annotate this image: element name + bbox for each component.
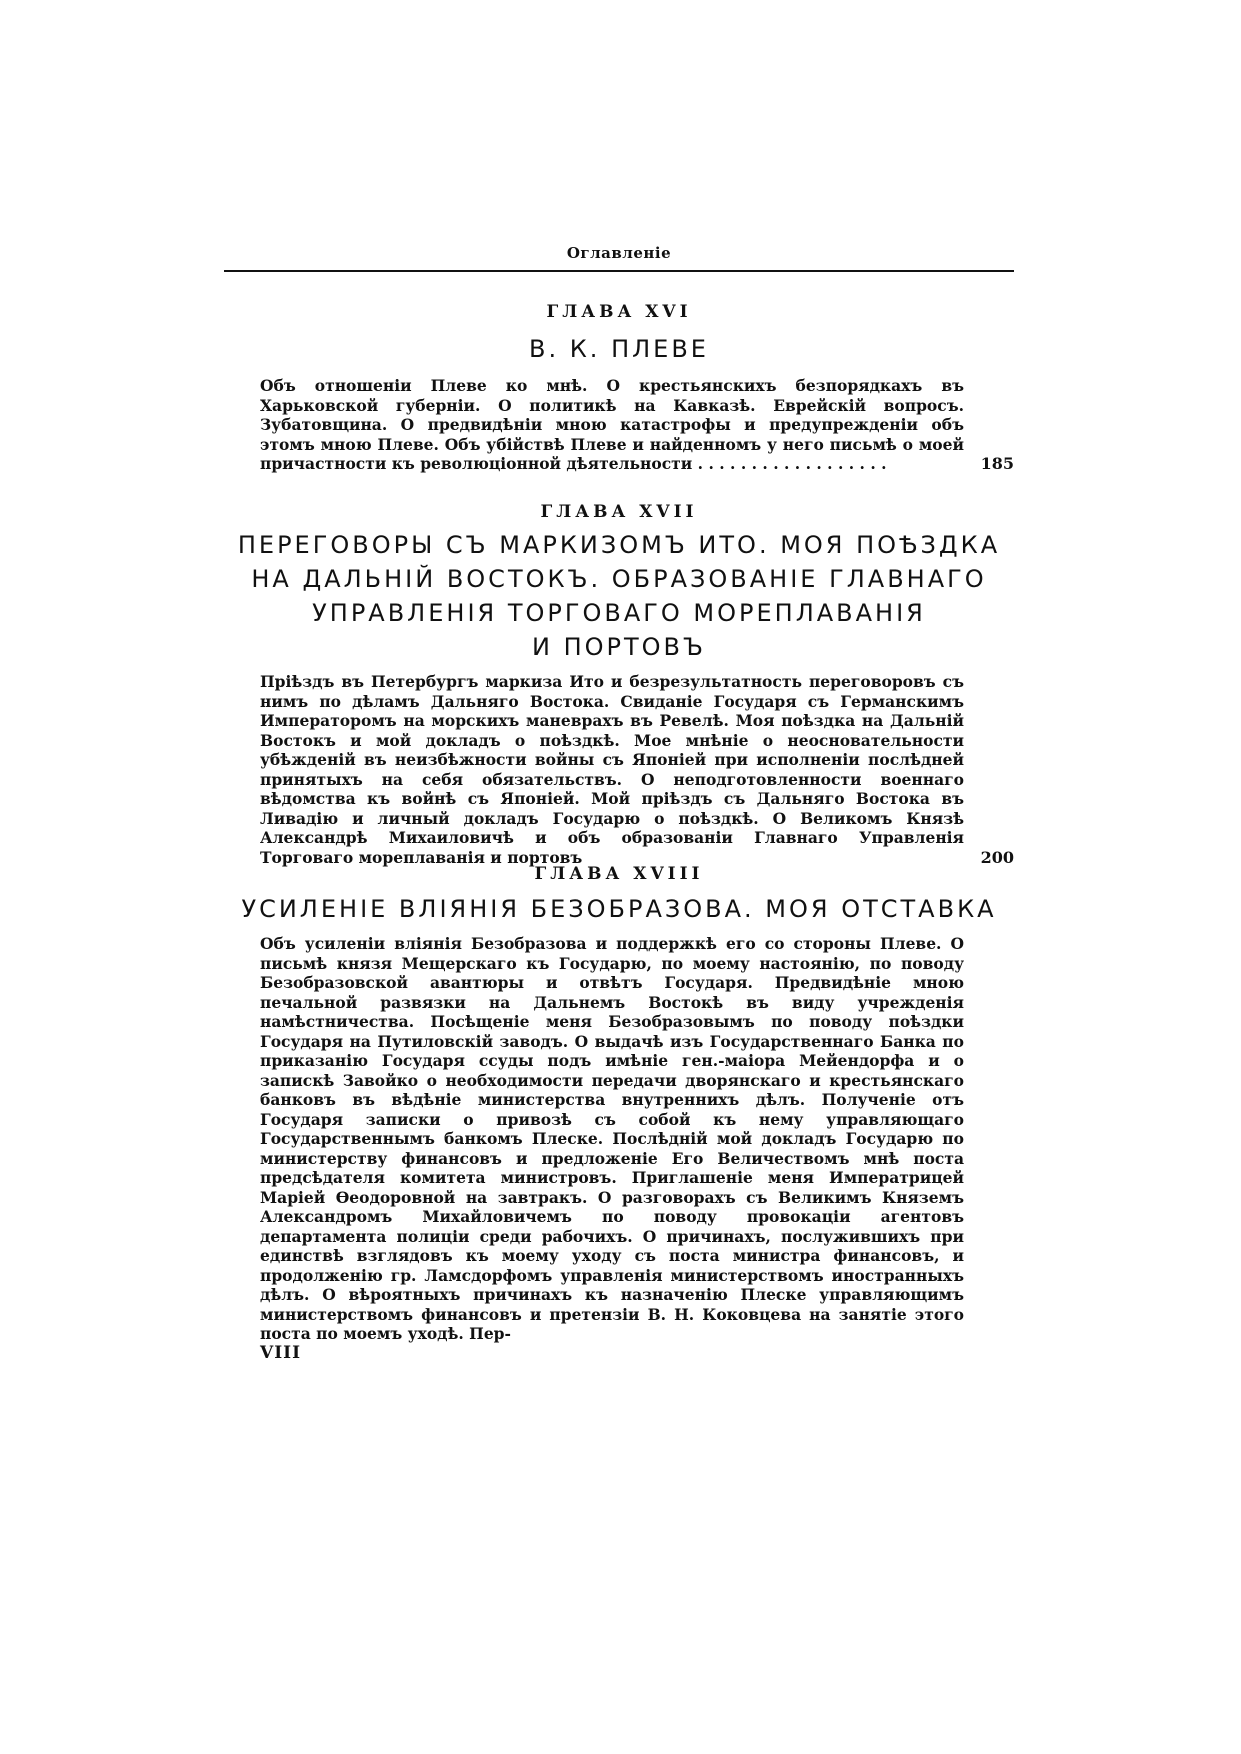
chapter-xvi bbox=[224, 302, 1014, 474]
chapter-title-line: УСИЛЕНІЕ ВЛІЯНІЯ БЕЗОБРАЗОВА. МОЯ ОТСТАВКА bbox=[241, 895, 997, 923]
chapter-number: ГЛАВА XVII bbox=[540, 502, 698, 522]
chapter-title-line: ПЕРЕГОВОРЫ СЪ МАРКИЗОМЪ ИТО. МОЯ ПОѢЗДКА bbox=[237, 531, 1001, 559]
summary-text: Объ усиленіи вліянія Безобразова и поддержкѣ его со стороны Плеве. О письмѣ князя Мещерскаго къ Государю, по моему настоянію, по поводу Безобразовской авантюры и отвѣтъ Государя. Предвидѣніе мною печальной развязки на Дальнемъ Востокѣ въ виду учрежденія намѣстничества. Посѣщеніе меня Безобразовымъ по поводу поѣздки Государя на Путиловскій заводъ. О выдачѣ изъ Государственнаго Банка по приказанію Государя ссуды подъ имѣніе ген.-маіора Мейендорфа и о запискѣ Завойко о необходимости передачи дворянскаго и крестьянскаго банковъ въ вѣдѣніе министерства внутреннихъ дѣлъ. Полученіе отъ Государя записки о привозѣ съ собой къ нему управляющаго Государственнымъ банкомъ Плеске. Послѣдній мой докладъ Государю по министерству финансовъ и предложеніе Его Величествомъ мнѣ поста предсѣдателя комитета министровъ. Приглашеніе меня Императрицей Маріей Ѳеодоровной на завтракъ. О разговорахъ съ Великимъ Княземъ Александромъ Михайловичемъ по поводу провокаціи агентовъ департамента полиціи среди рабочихъ. О причинахъ, послужившихъ при единствѣ взглядовъ къ моему уходу съ поста министра финансовъ, и продолженію гр. Ламсдорфомъ управленія министерствомъ иностранныхъ дѣлъ. О вѣроятныхъ причинахъ къ назначенію Плеске управляющимъ министерствомъ финансовъ и претензіи В. Н. Коковцева на занятіе этого поста по моемъ уходѣ. Пер- bbox=[260, 934, 964, 1343]
page-number: 185 bbox=[980, 454, 1014, 473]
chapter-title-line: И ПОРТОВЪ bbox=[532, 633, 706, 661]
chapter-number: ГЛАВА XVI bbox=[546, 302, 692, 322]
chapter-title-line: УПРАВЛЕНІЯ ТОРГОВАГО МОРЕПЛАВАНІЯ bbox=[312, 599, 926, 627]
chapter-xvii bbox=[224, 502, 1014, 867]
chapter-title bbox=[224, 528, 1014, 664]
chapter-xviii bbox=[224, 864, 1014, 1344]
summary-text: Объ отношеніи Плеве ко мнѣ. О крестьянскихъ безпорядкахъ въ Харьковской губерніи. О политикѣ на Кавказѣ. Еврейскій вопросъ. Зубатовщина. О предвидѣніи мною катастрофы и предупрежденіи объ этомъ мною Плеве. Объ убійствѣ Плеве и найденномъ у него письмѣ о моей причастности къ революціонной дѣятельности . . . . . . . . . . . . . . . . . . bbox=[260, 376, 964, 473]
page-folio: VIII bbox=[260, 1343, 302, 1363]
chapter-summary bbox=[224, 672, 1014, 867]
header-rule bbox=[224, 270, 1014, 272]
chapter-number: ГЛАВА XVIII bbox=[534, 864, 704, 884]
page-number: 200 bbox=[980, 847, 1014, 867]
chapter-title-line: В. К. ПЛЕВЕ bbox=[529, 335, 709, 363]
chapter-summary bbox=[224, 934, 1014, 1344]
chapter-summary bbox=[224, 376, 1014, 474]
chapter-title bbox=[224, 332, 1014, 366]
running-head: Оглавленіе bbox=[566, 244, 672, 262]
chapter-title-line: НА ДАЛЬНІЙ ВОСТОКЪ. ОБРАЗОВАНІЕ ГЛАВНАГО bbox=[251, 565, 987, 593]
summary-text: Пріѣздъ въ Петербургъ маркиза Ито и безрезультатность переговоровъ съ нимъ по дѣламъ Дальняго Востока. Свиданіе Государя съ Германскимъ Императоромъ на морскихъ маневрахъ въ Ревелѣ. Моя поѣздка на Дальній Востокъ и мой докладъ о поѣздкѣ. Мое мнѣніе о неосновательности убѣжденій въ неизбѣжности войны съ Японіей при исполненіи послѣдней принятыхъ на себя обязательствъ. О неподготовленности военнаго вѣдомства къ войнѣ съ Японіей. Мой пріѣздъ съ Дальняго Востока въ Ливадію и личный докладъ Государю о поѣздкѣ. О Великомъ Князѣ Александрѣ Михаиловичѣ и объ образованіи Главнаго Управленія Торговаго мореплаванія и портовъ bbox=[260, 672, 964, 867]
chapter-title bbox=[224, 892, 1014, 926]
